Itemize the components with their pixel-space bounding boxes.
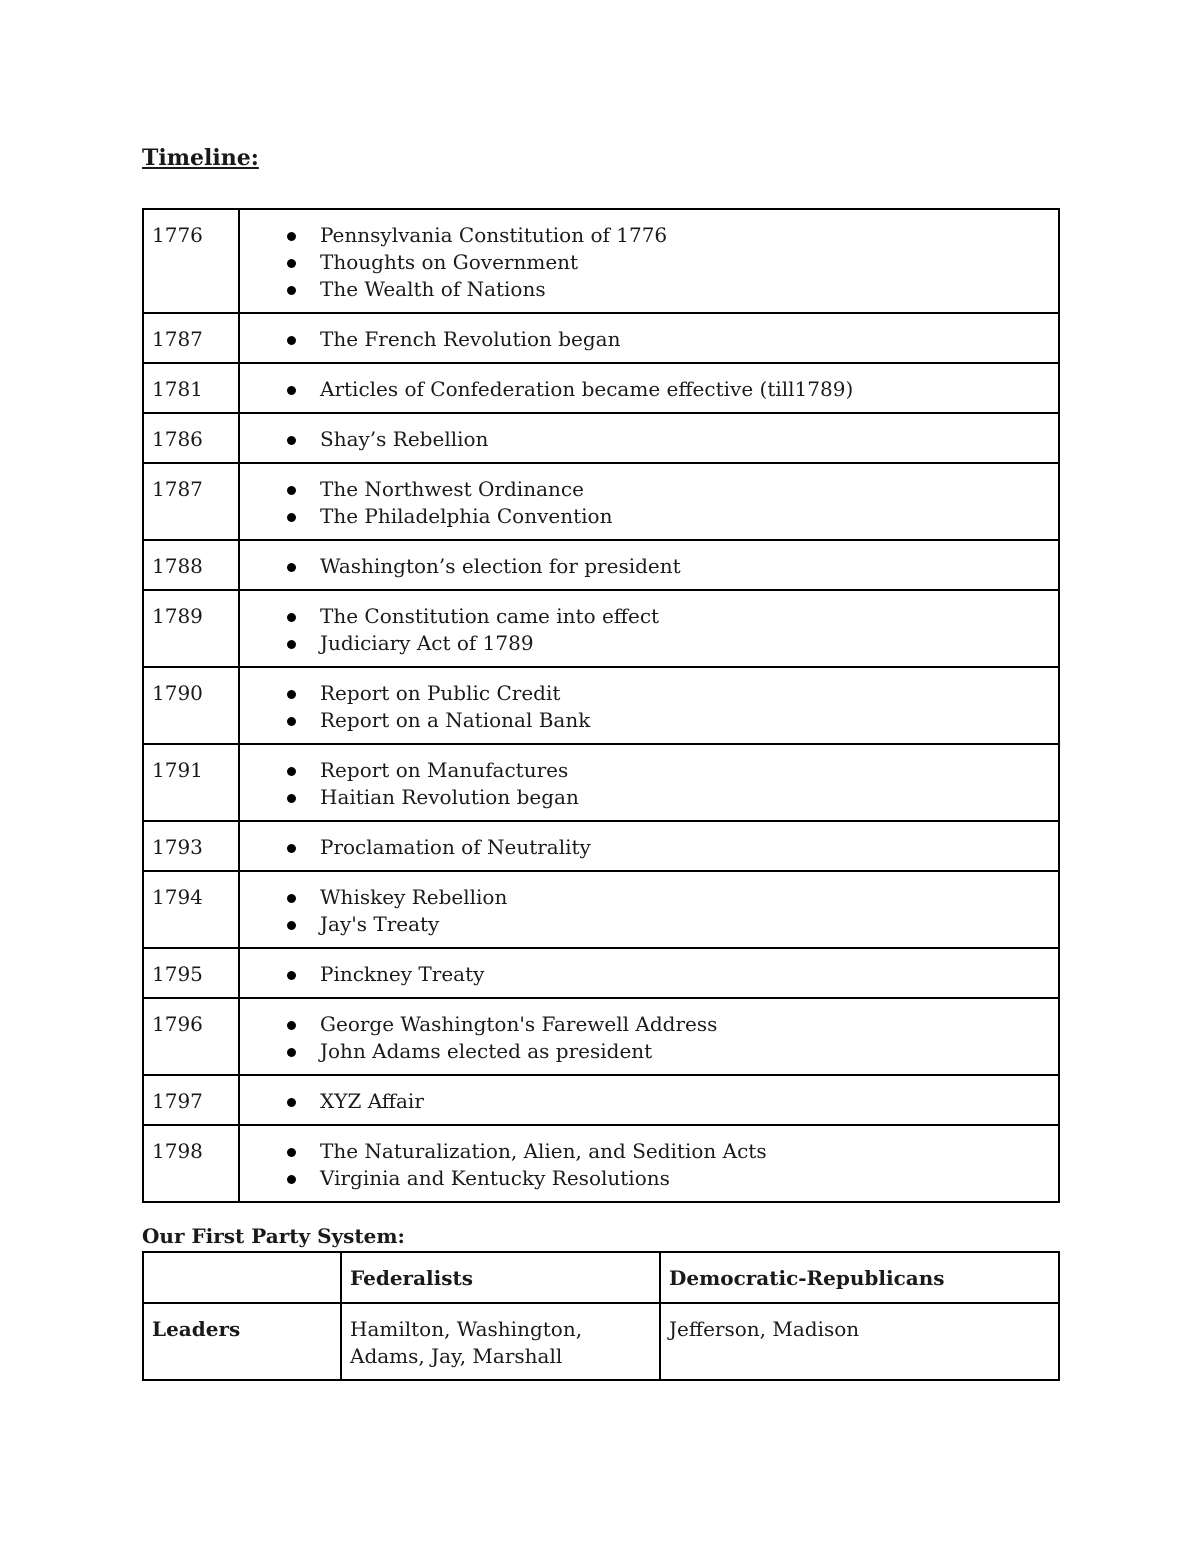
event-list — [248, 553, 1050, 580]
event-text: John Adams elected as president — [320, 1039, 653, 1063]
event-list-item — [320, 884, 1050, 911]
event-list — [248, 680, 1050, 734]
bullet-icon — [287, 513, 296, 522]
timeline-events-cell — [239, 413, 1059, 463]
timeline-row — [143, 948, 1059, 998]
federalist-leaders-cell: Hamilton, Washington, Adams, Jay, Marshall — [341, 1303, 660, 1380]
event-list — [248, 376, 1050, 403]
party-table-corner-cell — [143, 1252, 341, 1303]
timeline-year-cell: 1776 — [143, 209, 239, 313]
event-list-item — [320, 784, 1050, 811]
bullet-icon — [287, 486, 296, 495]
timeline-events-cell — [239, 1125, 1059, 1202]
timeline-events-cell — [239, 463, 1059, 540]
event-text: Washington’s election for president — [320, 554, 681, 578]
timeline-year-cell: 1787 — [143, 463, 239, 540]
bullet-icon — [287, 1148, 296, 1157]
event-list-item — [320, 834, 1050, 861]
bullet-icon — [287, 640, 296, 649]
timeline-row — [143, 744, 1059, 821]
bullet-icon — [287, 1098, 296, 1107]
bullet-icon — [287, 563, 296, 572]
timeline-year-cell: 1786 — [143, 413, 239, 463]
democratic-republican-leaders-cell: Jefferson, Madison — [660, 1303, 1059, 1380]
event-text: Jay's Treaty — [320, 912, 440, 936]
event-list-item — [320, 222, 1050, 249]
event-list-item — [320, 1138, 1050, 1165]
event-text: Report on Public Credit — [320, 681, 561, 705]
event-text: Pinckney Treaty — [320, 962, 485, 986]
event-list-item — [320, 1038, 1050, 1065]
bullet-icon — [287, 336, 296, 345]
event-list-item — [320, 680, 1050, 707]
timeline-year-cell: 1787 — [143, 313, 239, 363]
timeline-row — [143, 463, 1059, 540]
event-list — [248, 1011, 1050, 1065]
timeline-year-cell: 1794 — [143, 871, 239, 948]
bullet-icon — [287, 894, 296, 903]
event-list — [248, 426, 1050, 453]
event-list — [248, 476, 1050, 530]
timeline-row — [143, 540, 1059, 590]
event-list-item — [320, 1011, 1050, 1038]
timeline-row — [143, 590, 1059, 667]
bullet-icon — [287, 1021, 296, 1030]
event-list-item — [320, 1165, 1050, 1192]
timeline-events-cell — [239, 313, 1059, 363]
leaders-row-label: Leaders — [143, 1303, 341, 1380]
event-list-item — [320, 603, 1050, 630]
bullet-icon — [287, 386, 296, 395]
event-text: Thoughts on Government — [320, 250, 579, 274]
timeline-events-cell — [239, 540, 1059, 590]
bullet-icon — [287, 286, 296, 295]
event-text: The Constitution came into effect — [320, 604, 660, 628]
event-text: Report on a National Bank — [320, 708, 591, 732]
event-text: Virginia and Kentucky Resolutions — [320, 1166, 670, 1190]
party-system-table — [142, 1251, 1060, 1381]
event-list — [248, 757, 1050, 811]
timeline-events-cell — [239, 821, 1059, 871]
bullet-icon — [287, 921, 296, 930]
timeline-year-cell: 1798 — [143, 1125, 239, 1202]
event-text: The Northwest Ordinance — [320, 477, 584, 501]
federalists-header: Federalists — [341, 1252, 660, 1303]
timeline-events-cell — [239, 590, 1059, 667]
democratic-republicans-header: Democratic-Republicans — [660, 1252, 1059, 1303]
timeline-year-cell: 1790 — [143, 667, 239, 744]
timeline-year-cell: 1788 — [143, 540, 239, 590]
event-text: Proclamation of Neutrality — [320, 835, 591, 859]
bullet-icon — [287, 259, 296, 268]
event-list-item — [320, 553, 1050, 580]
timeline-events-cell — [239, 871, 1059, 948]
timeline-year-cell: 1789 — [143, 590, 239, 667]
event-text: Haitian Revolution began — [320, 785, 579, 809]
timeline-row — [143, 1125, 1059, 1202]
timeline-events-cell — [239, 998, 1059, 1075]
event-list-item — [320, 1088, 1050, 1115]
timeline-events-cell — [239, 744, 1059, 821]
event-list-item — [320, 707, 1050, 734]
event-text: Pennsylvania Constitution of 1776 — [320, 223, 668, 247]
bullet-icon — [287, 767, 296, 776]
event-list-item — [320, 757, 1050, 784]
event-list — [248, 222, 1050, 303]
event-list-item — [320, 376, 1050, 403]
event-list-item — [320, 961, 1050, 988]
timeline-row — [143, 209, 1059, 313]
timeline-year-cell: 1795 — [143, 948, 239, 998]
timeline-events-cell — [239, 1075, 1059, 1125]
event-text: George Washington's Farewell Address — [320, 1012, 718, 1036]
bullet-icon — [287, 232, 296, 241]
party-system-heading: Our First Party System: — [142, 1224, 405, 1248]
timeline-events-cell — [239, 209, 1059, 313]
event-list-item — [320, 426, 1050, 453]
event-list — [248, 1088, 1050, 1115]
event-text: Judiciary Act of 1789 — [320, 631, 534, 655]
timeline-row — [143, 871, 1059, 948]
event-list — [248, 884, 1050, 938]
event-list — [248, 834, 1050, 861]
timeline-table — [142, 208, 1060, 1203]
timeline-year-cell: 1781 — [143, 363, 239, 413]
event-text: Whiskey Rebellion — [320, 885, 508, 909]
event-list-item — [320, 476, 1050, 503]
event-list — [248, 603, 1050, 657]
bullet-icon — [287, 844, 296, 853]
timeline-row — [143, 998, 1059, 1075]
event-text: The Wealth of Nations — [320, 277, 546, 301]
bullet-icon — [287, 1048, 296, 1057]
timeline-year-cell: 1797 — [143, 1075, 239, 1125]
bullet-icon — [287, 613, 296, 622]
event-list-item — [320, 630, 1050, 657]
timeline-year-cell: 1793 — [143, 821, 239, 871]
timeline-row — [143, 413, 1059, 463]
bullet-icon — [287, 436, 296, 445]
bullet-icon — [287, 971, 296, 980]
event-list — [248, 961, 1050, 988]
event-list-item — [320, 326, 1050, 353]
timeline-events-cell — [239, 667, 1059, 744]
event-text: Report on Manufactures — [320, 758, 569, 782]
event-text: The Philadelphia Convention — [320, 504, 613, 528]
timeline-year-cell: 1791 — [143, 744, 239, 821]
party-table-header-row — [143, 1252, 1059, 1303]
timeline-row — [143, 313, 1059, 363]
timeline-body — [143, 209, 1059, 1202]
timeline-events-cell — [239, 363, 1059, 413]
event-list — [248, 326, 1050, 353]
event-list-item — [320, 503, 1050, 530]
event-list — [248, 1138, 1050, 1192]
timeline-heading: Timeline: — [142, 145, 259, 171]
event-text: XYZ Affair — [320, 1089, 424, 1113]
timeline-row — [143, 667, 1059, 744]
bullet-icon — [287, 1175, 296, 1184]
event-list-item — [320, 911, 1050, 938]
timeline-row — [143, 1075, 1059, 1125]
bullet-icon — [287, 690, 296, 699]
event-text: Shay’s Rebellion — [320, 427, 489, 451]
timeline-events-cell — [239, 948, 1059, 998]
bullet-icon — [287, 794, 296, 803]
party-table-row-leaders — [143, 1303, 1059, 1380]
event-text: The French Revolution began — [320, 327, 621, 351]
bullet-icon — [287, 717, 296, 726]
event-list-item — [320, 276, 1050, 303]
timeline-year-cell: 1796 — [143, 998, 239, 1075]
event-text: Articles of Confederation became effective (till1789) — [320, 377, 854, 401]
timeline-row — [143, 821, 1059, 871]
timeline-row — [143, 363, 1059, 413]
event-list-item — [320, 249, 1050, 276]
event-text: The Naturalization, Alien, and Sedition Acts — [320, 1139, 767, 1163]
